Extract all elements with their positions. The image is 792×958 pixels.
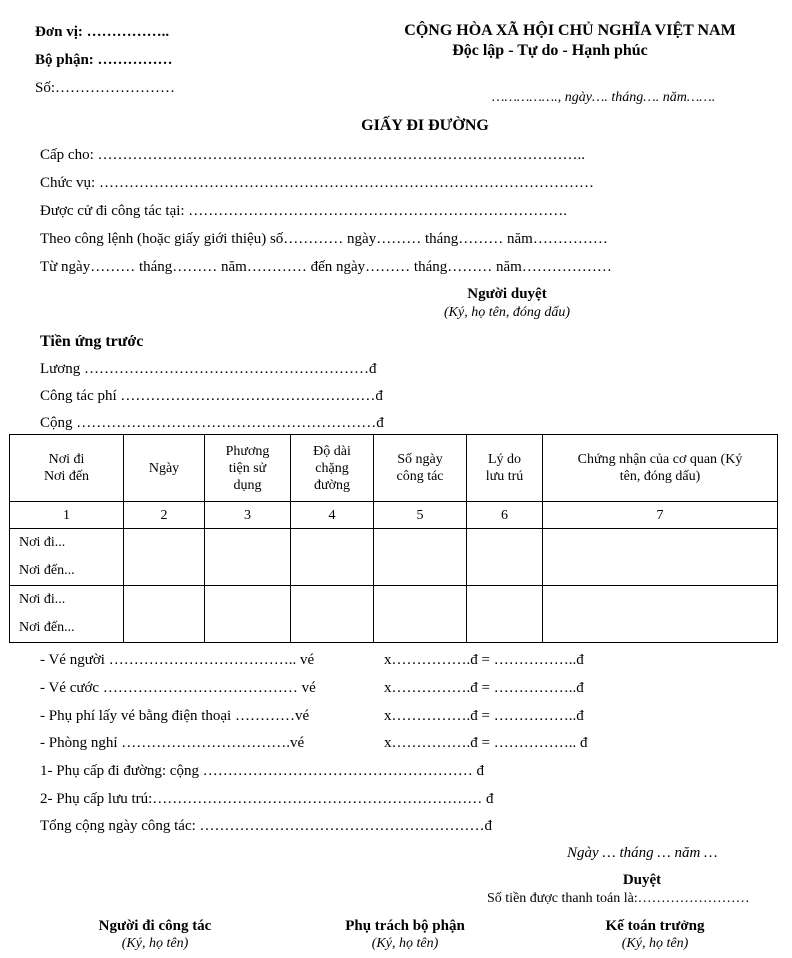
header-certification: Chứng nhận của cơ quan (Ký tên, đóng dấu) <box>543 435 778 502</box>
expense-phone-fee: - Phụ phí lấy vé bằng điện thoại …………vé <box>40 708 310 724</box>
nation-title: CỘNG HÒA XÃ HỘI CHỦ NGHĨA VIỆT NAM <box>404 22 736 39</box>
col-number: 4 <box>291 502 374 529</box>
table-cell <box>291 586 374 643</box>
advance-salary: Lương …………………………………………………đ <box>40 361 377 377</box>
expense-room-calc: x…………….đ = …………….. đ <box>384 735 588 751</box>
table-cell <box>124 529 205 586</box>
table-cell <box>467 586 543 643</box>
payment-amount: Số tiền được thanh toán là:…………………… <box>487 891 750 906</box>
col-number: 2 <box>124 502 205 529</box>
table-cell <box>543 529 778 586</box>
from-to-cell <box>10 586 124 643</box>
document-title: GIẤY ĐI ĐƯỜNG <box>361 117 489 134</box>
header-date: Ngày <box>124 435 205 502</box>
col-number: 1 <box>10 502 124 529</box>
table-cell <box>291 529 374 586</box>
to-label: Nơi đến... <box>19 563 75 578</box>
unit-line: Đơn vị: …………….. <box>35 24 170 40</box>
advance-allowance: Công tác phí ……………………………………………đ <box>40 388 383 404</box>
table-cell <box>374 529 467 586</box>
to-label: Nơi đến... <box>19 620 75 635</box>
table-row <box>10 586 778 643</box>
expense-freight-calc: x…………….đ = ……………..đ <box>384 680 584 696</box>
itinerary-table <box>9 434 778 643</box>
department-line: Bộ phận: …………… <box>35 52 173 68</box>
expense-room: - Phòng nghỉ …………………………….vé <box>40 735 305 751</box>
col-number: 7 <box>543 502 778 529</box>
advance-total: Cộng ……………………………………………………đ <box>40 415 384 431</box>
field-date-range: Từ ngày……… tháng……… năm………… đến ngày……… tháng……… năm……………… <box>40 259 612 275</box>
signer-traveler: Người đi công tác <box>98 918 212 934</box>
allowance-travel: 1- Phụ cấp đi đường: cộng ……………………………………………… đ <box>40 763 484 779</box>
table-cell <box>467 529 543 586</box>
from-to-cell <box>10 529 124 586</box>
motto: Độc lập - Tự do - Hạnh phúc <box>452 42 648 59</box>
signer-chief-accountant-note: (Ký, họ tên) <box>621 936 689 951</box>
col-number: 5 <box>374 502 467 529</box>
header-from-to: Nơi đi Nơi đến <box>10 435 124 502</box>
approver-title: Người duyệt <box>467 286 547 302</box>
from-label: Nơi đi... <box>19 592 66 607</box>
col-number: 6 <box>467 502 543 529</box>
field-position: Chức vụ: ……………………………………………………………………………………… <box>40 175 594 191</box>
field-issued-to: Cấp cho: …………………………………………………………………………………….. <box>40 147 585 163</box>
approver-note: (Ký, họ tên, đóng dấu) <box>444 305 570 320</box>
number-line: Số:…………………… <box>35 80 176 96</box>
col-number: 3 <box>205 502 291 529</box>
table-row <box>10 529 778 586</box>
signer-chief-accountant: Kế toán trưởng <box>605 918 705 934</box>
place-date-line: ……………., ngày…. tháng…. năm……. <box>492 90 716 105</box>
header-transport: Phương tiện sử dụng <box>205 435 291 502</box>
table-cell <box>124 586 205 643</box>
expense-passenger-calc: x…………….đ = ……………..đ <box>384 652 584 668</box>
header-distance: Độ dài chặng đường <box>291 435 374 502</box>
field-order-number: Theo công lệnh (hoặc giấy giới thiệu) số………… ngày……… tháng……… năm…………… <box>40 231 608 247</box>
advance-heading: Tiền ứng trước <box>40 333 144 350</box>
total-days: Tổng cộng ngày công tác: …………………………………………………đ <box>40 818 493 834</box>
footer-date: Ngày … tháng … năm … <box>567 845 718 861</box>
signer-traveler-note: (Ký, họ tên) <box>121 936 189 951</box>
signer-dept-head: Phụ trách bộ phận <box>345 918 465 934</box>
expense-passenger: - Vé người ……………………………….. vé <box>40 652 315 668</box>
table-cell <box>374 586 467 643</box>
allowance-stay: 2- Phụ cấp lưu trú:………………………………………………………… đ <box>40 791 494 807</box>
header-stay-reason: Lý do lưu trú <box>467 435 543 502</box>
field-destination: Được cử đi công tác tại: …………………………………………………………………. <box>40 203 568 219</box>
from-label: Nơi đi... <box>19 535 66 550</box>
table-cell <box>543 586 778 643</box>
table-cell <box>205 586 291 643</box>
table-cell <box>205 529 291 586</box>
expense-phone-fee-calc: x…………….đ = ……………..đ <box>384 708 584 724</box>
signer-dept-head-note: (Ký, họ tên) <box>371 936 439 951</box>
expense-freight: - Vé cước ………………………………… vé <box>40 680 316 696</box>
approve-title: Duyệt <box>622 872 662 888</box>
header-days: Số ngày công tác <box>374 435 467 502</box>
